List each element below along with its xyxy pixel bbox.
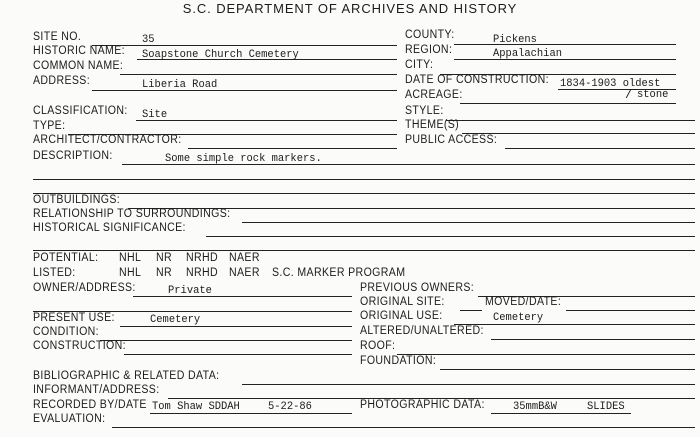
city-label: CITY: (405, 59, 434, 71)
previous-owners-label: PREVIOUS OWNERS: (360, 282, 475, 294)
date-of-construction-value: 1834-1903 oldest (560, 78, 661, 90)
acreage-label: ACREAGE: (405, 89, 463, 101)
photographic-data-label: PHOTOGRAPHIC DATA: (360, 399, 485, 411)
listed-label: LISTED: (33, 267, 76, 279)
date-of-construction-label: DATE OF CONSTRUCTION: (405, 74, 549, 86)
potential-label: POTENTIAL: (33, 252, 99, 264)
listed-naer: NAER (229, 267, 260, 279)
classification-label: CLASSIFICATION: (33, 105, 128, 117)
listed-nhl: NHL (119, 267, 142, 279)
owner-address-line (133, 296, 352, 297)
address-label: ADDRESS: (33, 75, 91, 87)
original-site-label: ORIGINAL SITE: (360, 296, 445, 308)
owner-address-label: OWNER/ADDRESS: (33, 282, 136, 294)
county-line (454, 44, 676, 45)
roof-line (397, 354, 695, 355)
region-line (454, 59, 676, 60)
site-no-label: SITE NO. (33, 31, 82, 43)
public-access-label: PUBLIC ACCESS: (405, 134, 498, 146)
address-line (92, 90, 397, 91)
region-value: Appalachian (493, 48, 562, 60)
present-use-value: Cemetery (150, 314, 201, 326)
site-no-value: 35 (142, 34, 155, 46)
themes-label: THEME(S) (405, 119, 460, 131)
owner-address-value: Private (168, 285, 212, 297)
form-title: S.C. DEPARTMENT OF ARCHIVES AND HISTORY (182, 1, 518, 16)
region-label: REGION: (405, 44, 453, 56)
photographic-data-line (491, 413, 631, 414)
potential-nrhd: NRHD (186, 252, 219, 264)
recorded-by-line (150, 413, 352, 414)
outbuildings-label: OUTBUILDINGS: (33, 194, 121, 206)
construction-line (124, 354, 352, 355)
condition-label: CONDITION: (33, 326, 99, 338)
section-divider-2 (33, 250, 695, 251)
description-value: Some simple rock markers. (165, 153, 322, 165)
date-of-construction-note: stone (637, 89, 669, 101)
slash-mark: / (625, 88, 633, 102)
bibliographic-label: BIBLIOGRAPHIC & RELATED DATA: (33, 370, 220, 382)
historic-name-value: Soapstone Church Cemetery (142, 49, 299, 61)
present-use-label: PRESENT USE: (33, 312, 115, 324)
present-use-line (120, 326, 352, 327)
roof-label: ROOF: (360, 340, 396, 352)
description-line-2 (33, 179, 695, 180)
foundation-line (440, 369, 695, 370)
listed-nr: NR (156, 267, 173, 279)
historic-name-label: HISTORIC NAME: (33, 45, 125, 57)
recorded-date-value: 5-22-86 (268, 401, 312, 413)
historical-significance-label: HISTORICAL SIGNIFICANCE: (33, 222, 186, 234)
original-use-line (454, 324, 695, 325)
listed-sc-marker: S.C. MARKER PROGRAM (272, 267, 406, 279)
public-access-line (505, 148, 695, 149)
bibliographic-line (242, 384, 695, 385)
moved-date-label: MOVED/DATE: (485, 296, 562, 308)
potential-nr: NR (156, 252, 173, 264)
condition-line (100, 340, 352, 341)
photographic-data-value: 35mmB&W (513, 401, 557, 413)
style-line (446, 120, 695, 121)
altered-unaltered-line (491, 339, 695, 340)
common-name-line (120, 74, 397, 75)
relationship-line (242, 222, 695, 223)
foundation-label: FOUNDATION: (360, 355, 437, 367)
address-value: Liberia Road (142, 79, 218, 91)
county-label: COUNTY: (405, 29, 455, 41)
architect-line (188, 148, 397, 149)
type-label: TYPE: (33, 120, 66, 132)
site-no-line (92, 45, 397, 46)
common-name-label: COMMON NAME: (33, 60, 124, 72)
architect-label: ARCHITECT/CONTRACTOR: (33, 134, 182, 146)
relationship-label: RELATIONSHIP TO SURROUNDINGS: (33, 208, 231, 220)
historical-significance-line (206, 236, 695, 237)
moved-date-line (566, 310, 695, 311)
recorded-by-value: Tom Shaw SDDAH (152, 401, 240, 413)
potential-nhl: NHL (119, 252, 142, 264)
description-label: DESCRIPTION: (33, 150, 113, 162)
evaluation-label: EVALUATION: (33, 413, 106, 425)
county-value: Pickens (493, 34, 537, 46)
classification-value: Site (142, 109, 168, 121)
informant-label: INFORMANT/ADDRESS: (33, 384, 160, 396)
original-site-line (460, 310, 482, 311)
potential-naer: NAER (229, 252, 260, 264)
style-label: STYLE: (405, 105, 444, 117)
evaluation-line (112, 427, 695, 428)
recorded-by-label: RECORDED BY/DATE (33, 399, 147, 411)
construction-label: CONSTRUCTION: (33, 340, 126, 352)
classification-line (136, 120, 397, 121)
altered-unaltered-label: ALTERED/UNALTERED: (360, 325, 484, 337)
listed-nrhd: NRHD (186, 267, 219, 279)
original-use-label: ORIGINAL USE: (360, 310, 443, 322)
acreage-line (460, 103, 676, 104)
original-use-value: Cemetery (493, 312, 544, 324)
section-divider-1 (33, 193, 695, 194)
photographic-data-slides: SLIDES (587, 401, 625, 413)
